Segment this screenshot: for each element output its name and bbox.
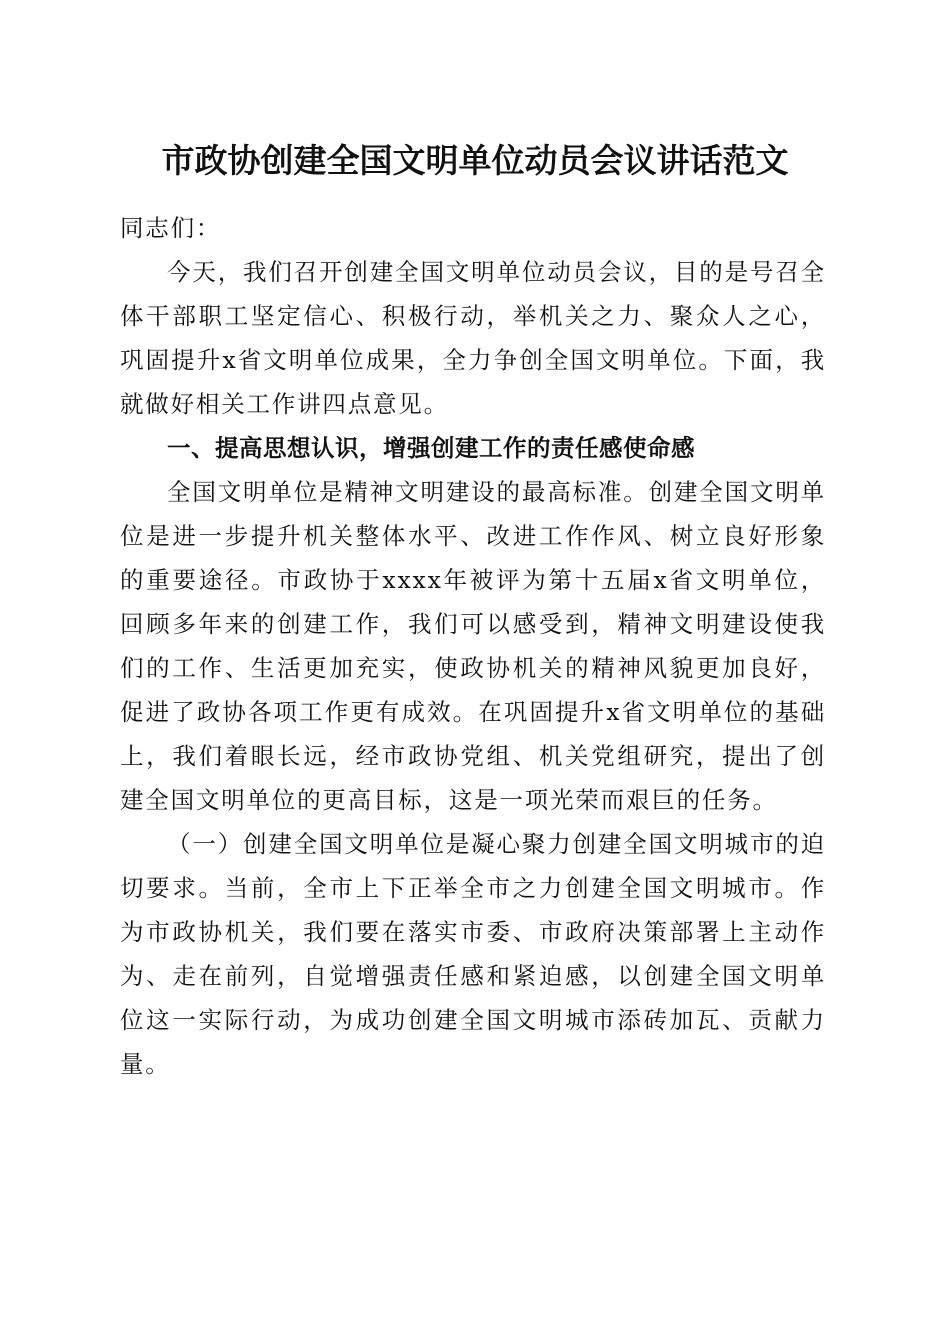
subpoint-1-text: 当前，全市上下正举全市之力创建全国文明城市。作为市政协机关，我们要在落实市委、市政府决策部署上主动作为、走在前列，自觉增强责任感和紧迫感，以创建全国文明单位这一实际行动，为成功创建全国文明城市添砖加瓦、贡献力量。 xyxy=(120,874,827,1078)
subpoint-1-paragraph xyxy=(120,822,826,1086)
intro-paragraph: 今天，我们召开创建全国文明单位动员会议，目的是号召全体干部职工坚定信心、积极行动，举机关之力、聚众人之心，巩固提升x省文明单位成果，全力争创全国文明单位。下面，我就做好相关工作讲四点意见。 xyxy=(120,258,826,418)
subpoint-1-lead: （一）创建全国文明单位是凝心聚力创建全国文明城市的迫切要求。 xyxy=(120,830,826,902)
section-1-paragraph: 全国文明单位是精神文明建设的最高标准。创建全国文明单位是进一步提升机关整体水平、改进工作作风、树立良好形象的重要途径。市政协于xxxx年被评为第十五届x省文明单位，回顾多年来的创建工作，我们可以感受到，精神文明建设使我们的工作、生活更加充实，使政协机关的精神风貌更加良好，促进了政协各项工作更有成效。在巩固提升x省文明单位的基础上，我们着眼长远，经市政协党组、机关党组研究，提出了创建全国文明单位的更高目标，这是一项光荣而艰巨的任务。 xyxy=(120,478,826,814)
document-title: 市政协创建全国文明单位动员会议讲话范文 xyxy=(161,141,789,180)
section-heading-1: 一、提高思想认识，增强创建工作的责任感使命感 xyxy=(167,434,695,462)
document-body xyxy=(120,206,826,1086)
salutation: 同志们： xyxy=(120,214,222,242)
